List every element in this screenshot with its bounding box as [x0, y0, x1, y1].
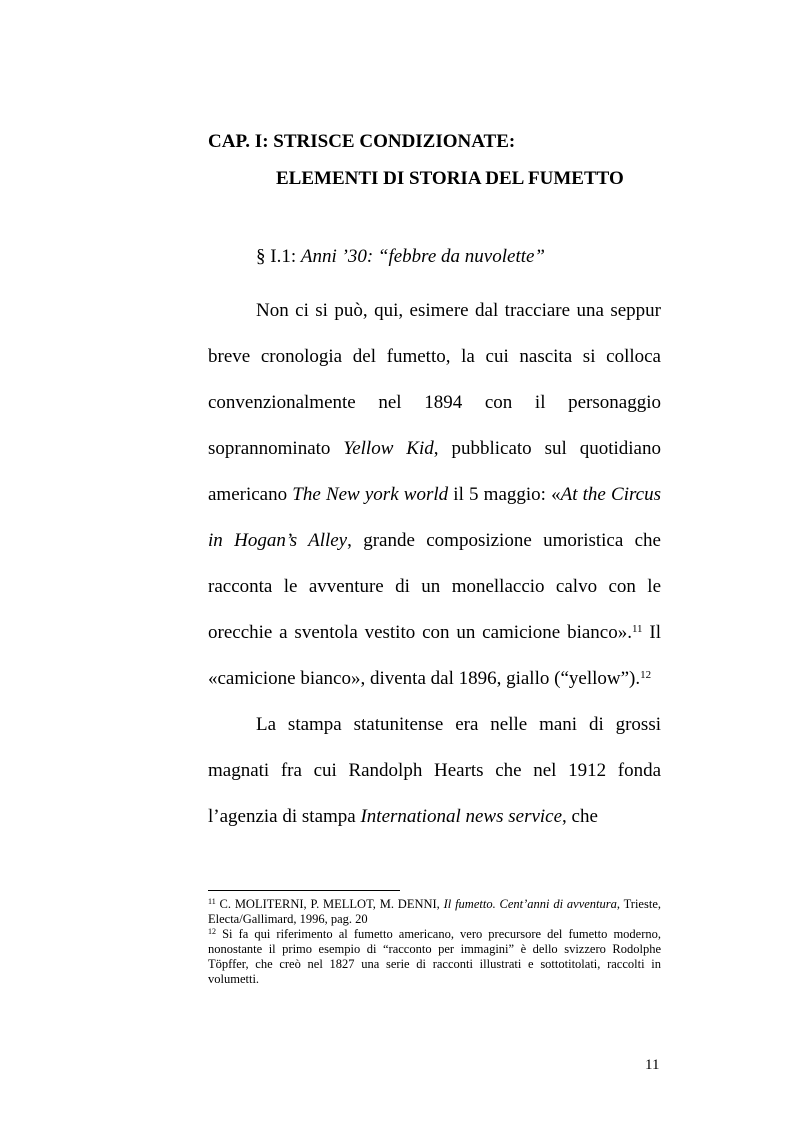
footnote-text: C. MOLITERNI, P. MELLOT, M. DENNI,: [215, 897, 444, 911]
footnote-mark: 11: [208, 897, 216, 906]
paragraph-1-text-c: il 5 maggio: «: [448, 484, 561, 505]
paragraph-1-text-b: , pubblicato sul quotidiano americano: [208, 438, 661, 505]
footnote-ref-12: 12: [640, 669, 652, 681]
hogans-alley-italic: At the Circus in Hogan’s Alley: [208, 484, 661, 551]
new-york-world-italic: The New york world: [292, 484, 449, 505]
page-number: 11: [645, 1057, 660, 1073]
paragraph-1: [208, 288, 661, 702]
footnote-mark: 12: [208, 927, 216, 936]
footnotes: [208, 897, 661, 987]
section-title: Anni ’30: “febbre da nuvolette”: [300, 246, 546, 267]
footnote-ref-11: 11: [631, 623, 643, 635]
section-heading: [256, 246, 545, 268]
footnote-text: , Trieste, Electa/Gallimard, 1996, pag. 20: [208, 897, 661, 926]
paragraph-1-text-a: Non ci si può, qui, esimere dal tracciare una seppur breve cronologia del fumetto, la cui nascita si colloca convenzionalmente nel 1894 con il personaggio soprannominato: [208, 300, 661, 459]
international-news-service-italic: International news service: [360, 806, 563, 827]
footnote-separator: [208, 890, 400, 891]
body-text: [208, 288, 661, 840]
footnote-text: Si fa qui riferimento al fumetto americano, vero precursore del fumetto moderno, nonostante il primo esempio di “racconto per immagini” è dello svizzero Rodolphe Töpffer, che creò nel 1827 una serie di racconti illustrati e sottotitolati, raccolti in volumetti.: [208, 927, 661, 986]
footnote-italic: Il fumetto. Cent’anni di avventura: [443, 897, 617, 911]
footnote-11: [208, 897, 661, 927]
paragraph-1-text-e: Il «camicione bianco», diventa dal 1896, giallo (“yellow”).: [208, 622, 661, 689]
chapter-title-line2: ELEMENTI DI STORIA DEL FUMETTO: [276, 168, 624, 189]
footnote-12: [208, 927, 661, 987]
paragraph-2: [208, 702, 661, 840]
section-number: § I.1:: [256, 246, 301, 267]
paragraph-2-text-a: La stampa statunitense era nelle mani di grossi magnati fra cui Randolph Hearts che nel 1912 fonda l’agenzia di stampa: [208, 714, 661, 827]
chapter-title-line1: CAP. I: STRISCE CONDIZIONATE:: [208, 131, 516, 152]
yellow-kid-italic: Yellow Kid: [343, 438, 434, 459]
paragraph-1-text-d: , grande composizione umoristica che racconta le avventure di un monellaccio calvo con le orecchie a sventola vestito con un camicione bianco».: [208, 530, 661, 643]
paragraph-2-text-b: , che: [562, 806, 598, 827]
